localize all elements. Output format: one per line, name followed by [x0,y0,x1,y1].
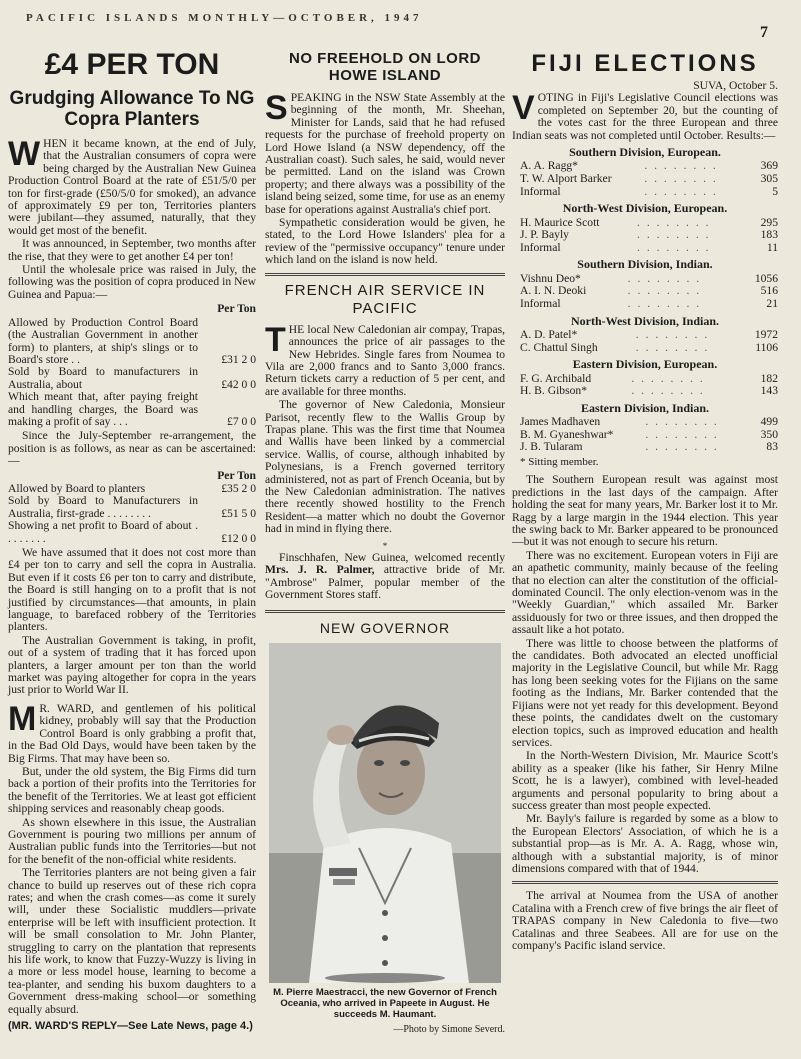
copra-paragraph: Since the July-September re-arrangement, the position is as follows, as near as can be ascertained:— [8,429,256,468]
per-ton-label: Per Ton [217,468,256,482]
drop-cap: T [265,320,286,359]
result-row: T. W. Alport Barker . . . . . . . . 305 [520,172,778,186]
result-row: James Madhaven . . . . . . . . 499 [520,415,778,429]
copra-paragraph: Until the wholesale price was raised in July, the following was the position of copra produced in New Guinea and Papua:— [8,263,256,301]
fiji-paragraph: There was no excitement. European voters in Fiji are an apathetic community, mainly because of the feeling that no election can alter the constitution of the official-dominated Council. The only election-venom was in the "Weekly Guardian," which assailed Mr. Barker assiduously for two or three issues, and then dropped the assault like a hot potato. [512,548,778,637]
result-row: Informal . . . . . . . . 21 [520,297,778,310]
page-number: 7 [760,24,768,41]
copra-paragraph: The Territories planters are not being given a fair chance to build up reserves out of these rich copra rates; and when the crash comes—as come it surely will, under these Socialistic muddlers—private enterprise will be left with insufficient protection. It will be small consolation to Mr. John Planter, struggling to carry on the plantation that represents his life work, to know that Fuzzy-Wuzzy is living in a more or less model house, learning to become a tea-planter, and sending his buxom daughters to a Government dress-making school—or something equally absurd. [8,866,256,1016]
copra-paragraph: The Australian Government is taking, in profit, out of a system of trading that it has forced upon planters, a larger amount per ton than the world market was paying altogether for copra in the years just prior to World War II. [8,633,256,697]
howe-paragraph: Sympathetic consideration would be given, he stated, to the Lord Howe Islanders' plea for a review of the "permissive occupancy" tenure under which land on the island is now held. [265,216,505,267]
result-row: B. M. Gyaneshwar* . . . . . . . . 350 [520,427,778,441]
copra-headline: £4 PER TON [44,48,220,81]
fiji-paragraph: In the North-Western Division, Mr. Maurice Scott's ability as a speaker (like his father, Sir Henry Milne Scott, he is a lawyer), combined with level-headed arguments and personal popularity to bring about a success greater than most people expected. [512,749,778,812]
copra-paragraph: But, under the old system, the Big Firms did turn back a portion of their profits into the Territories for the benefit of the Territories. We at least got efficient shipping services and reasonably cheap goods. [8,764,256,816]
results-division [512,146,778,198]
divider [265,610,505,613]
results-division [512,402,778,454]
copra-article [8,44,256,1032]
copra-price-table-before [8,317,256,429]
results-division [512,358,778,398]
copra-paragraph: We have assumed that it does not cost more than £4 per ton to carry and sell the copra in Australia. But even if it costs £6 per ton to carry and distribute, the Board is still hanging on to a profit that is not justified by circumstances—that amounts, in plain language, to barefaced robbery of the Territories planters. [8,546,256,634]
result-row: C. Chattul Singh . . . . . . . . 1106 [520,340,778,354]
division-title: North-West Division, European. [562,201,728,216]
result-row: J. P. Bayly . . . . . . . . 183 [520,228,778,242]
middle-column [265,44,505,1036]
fiji-headline: FIJI ELECTIONS [531,50,759,77]
result-row: Vishnu Deo* . . . . . . . . 1056 [520,271,778,285]
table-row: Allowed by Board to planters £35 2 0 [8,481,256,495]
result-row: A. A. Ragg* . . . . . . . . 369 [520,159,778,173]
result-row: H. Maurice Scott . . . . . . . . 295 [520,215,778,229]
reply-reference: (MR. WARD'S REPLY—See Late News, page 4.) [8,1020,253,1033]
photo-credit: —Photo by Simone Severd. [393,1023,505,1035]
air-headline: FRENCH AIR SERVICE IN PACIFIC [284,281,486,317]
ornament-star: * [382,540,388,551]
governor-portrait-icon [269,643,501,983]
result-row: J. B. Tularam . . . . . . . . 83 [520,440,778,454]
fiji-dateline: SUVA, October 5. [693,79,778,92]
result-row: Informal . . . . . . . . 5 [520,184,778,198]
copra-paragraph: It was announced, in September, two months after the rise, that they were to get another £4 per ton! [8,237,256,263]
table-row: Which meant that, after paying freight and handling charges, the Board was making a profit of say . . . £7 0 0 [8,390,256,428]
division-title: Eastern Division, European. [572,357,718,372]
drop-cap: M [8,699,37,738]
howe-headline: NO FREEHOLD ON LORD HOWE ISLAND [289,50,481,84]
result-row: F. G. Archibald . . . . . . . . 182 [520,371,778,385]
fiji-paragraph: VOTING in Fiji's Legislative Council elections was completed on September 20, but the counting of the votes cast for the three European and three Indian seats was not completed until October. Results:— [512,89,778,142]
result-row: H. B. Gibson* . . . . . . . . 143 [520,384,778,398]
fiji-paragraph: The Southern European result was against most predictions in the last days of the campaign. After holding the seat for many years, Mr. Barker lost it to Mr. Ragg by a large margin in the 1944 election. This year the swing back to Mr. Barker appeared to be pronounced—but it was not enough to secure his return. [512,473,778,549]
copra-subhead: Grudging Allowance To NG Copra Planters [9,88,255,130]
table-row: Showing a net profit to Board of about . . . . . . . . £12 0 0 [8,519,256,545]
result-row: Informal . . . . . . . . 11 [520,240,778,254]
divider [265,273,505,276]
copra-paragraph: As shown elsewhere in this issue, the Australian Government is pouring two millions per annum of Australian public funds into the Territories—but not for the benefit of the non-official white residents. [8,815,256,866]
results-division [512,258,778,310]
drop-cap: V [512,89,535,128]
copra-price-table-after [8,483,256,545]
air-paragraph: THE local New Caledonian air compay, Trapas, announces the price of air passages to the New Hebrides. Single fares from Noumea to Vila are 2,000 francs and to Santo 3,000 francs. Return tickets carry a reduction of 5 per cent, and are available for three months. [265,320,505,398]
table-row: Allowed by Production Control Board (the Australian Government in another form) to planters, at ship's slings or to Board's store . . £31 2 0 [8,315,256,366]
drop-cap: W [8,135,41,173]
governor-photo [269,643,501,983]
fiji-paragraph: Mr. Bayly's failure is regarded by some as a blow to the European Electors' Association, of which he is a substantial prop—as is Mr. A. A. Ragg, whose win, although with a substantial majority, is of minor dimensions compared with that of 1944. [512,812,778,875]
table-row: Sold by Board to manufacturers in Australia, about £42 0 0 [8,365,256,391]
running-head: PACIFIC ISLANDS MONTHLY—OCTOBER, 1947 [26,12,423,24]
result-row: A. I. N. Deoki . . . . . . . . 516 [520,284,778,298]
copra-paragraph: WHEN it became known, at the end of July, that the Australian consumers of copra were being charged by the Australian New Guinea Production Control Board at the rate of £51/5/0 per ton for first-grade (£50/5/0 for smoked), an advance of approximately £9 per ton, Territories planters were jubilant—they assumed, naturally, that they would get most of the benefit. [8,135,256,237]
sitting-member-note: * Sitting member. [520,455,599,468]
division-title: Southern Division, Indian. [577,257,713,272]
governor-caption: M. Pierre Maestracci, the new Governor of French Oceania, who arrived in Papeete in August. He succeeds M. Haumant. [273,986,497,1020]
results-division [512,315,778,355]
table-row: Sold by Board to Manufacturers in Australia, first-grade . . . . . . . . £51 5 0 [8,494,256,520]
fiji-paragraph: There was little to choose between the platforms of the candidates. Both advocated an elected unofficial majority in the Legislative Council, but while Mr. Ragg has long been seeking votes for the Fijians on the same footing as the Indians, Mr. Barker contended that the Fijians were not yet ready for this development. Beyond these points, the candidates dwelt on the customary election topics, such as improved education and health services. [512,636,778,749]
result-row: A. D. Patel* . . . . . . . . 1972 [520,328,778,341]
palmer-name: Mrs. J. R. Palmer, [265,563,375,577]
fiji-article [512,44,778,953]
governor-headline: NEW GOVERNOR [319,619,451,636]
per-ton-label: Per Ton [217,302,256,316]
palmer-paragraph: Finschhafen, New Guinea, welcomed recently Mrs. J. R. Palmer, attractive bride of Mr. "Ambrose" Palmer, popular member of the Government Stores staff. [265,551,505,602]
copra-paragraph: M R. WARD, and gentlemen of his political kidney, probably will say that the Production Control Board is only grabbing a profit that, in the Bad Old Days, would have been taken by the Big Firms. That may have been so. [8,699,256,765]
catalina-paragraph: The arrival at Noumea from the USA of another Catalina with a French crew of five brings the air fleet of TRAPAS company in New Caledonia to five—two Catalinas and three Seabees. All are for use on the company's Pacific island service. [512,889,778,952]
division-title: Eastern Division, Indian. [580,400,710,415]
drop-cap: S [265,89,288,127]
division-title: Southern Division, European. [569,145,721,160]
howe-paragraph: SPEAKING in the NSW State Assembly at the beginning of the month, Mr. Sheehan, Minister for Lands, said that he had refused requests for the purchase of freehold property on Lord Howe Island (a NSW dependency, off the Australian coast). Such sales, he said, would never be permitted. Land on the island was Crown property; and there always was a possibility of the island being seized, some time, for use as an enemy base for operations against Australia's chief port. [265,89,505,216]
division-title: North-West Division, Indian. [570,313,720,328]
results-division [512,202,778,254]
divider [512,881,778,884]
air-paragraph: The governor of New Caledonia, Monsieur Parisot, recently flew to the Wallis Group by Trapas plane. This was the first time that Noumea and Wallis have been linked by a commercial service. Wallis, of course, although inhabited by Polynesians, is a French governed territory administered, not as part of French Oceania, but by the New Caledonian administration. The natives there recently showed hostility to the French Resident—a matter which no doubt the Governor had in mind in flying there. [265,398,505,536]
